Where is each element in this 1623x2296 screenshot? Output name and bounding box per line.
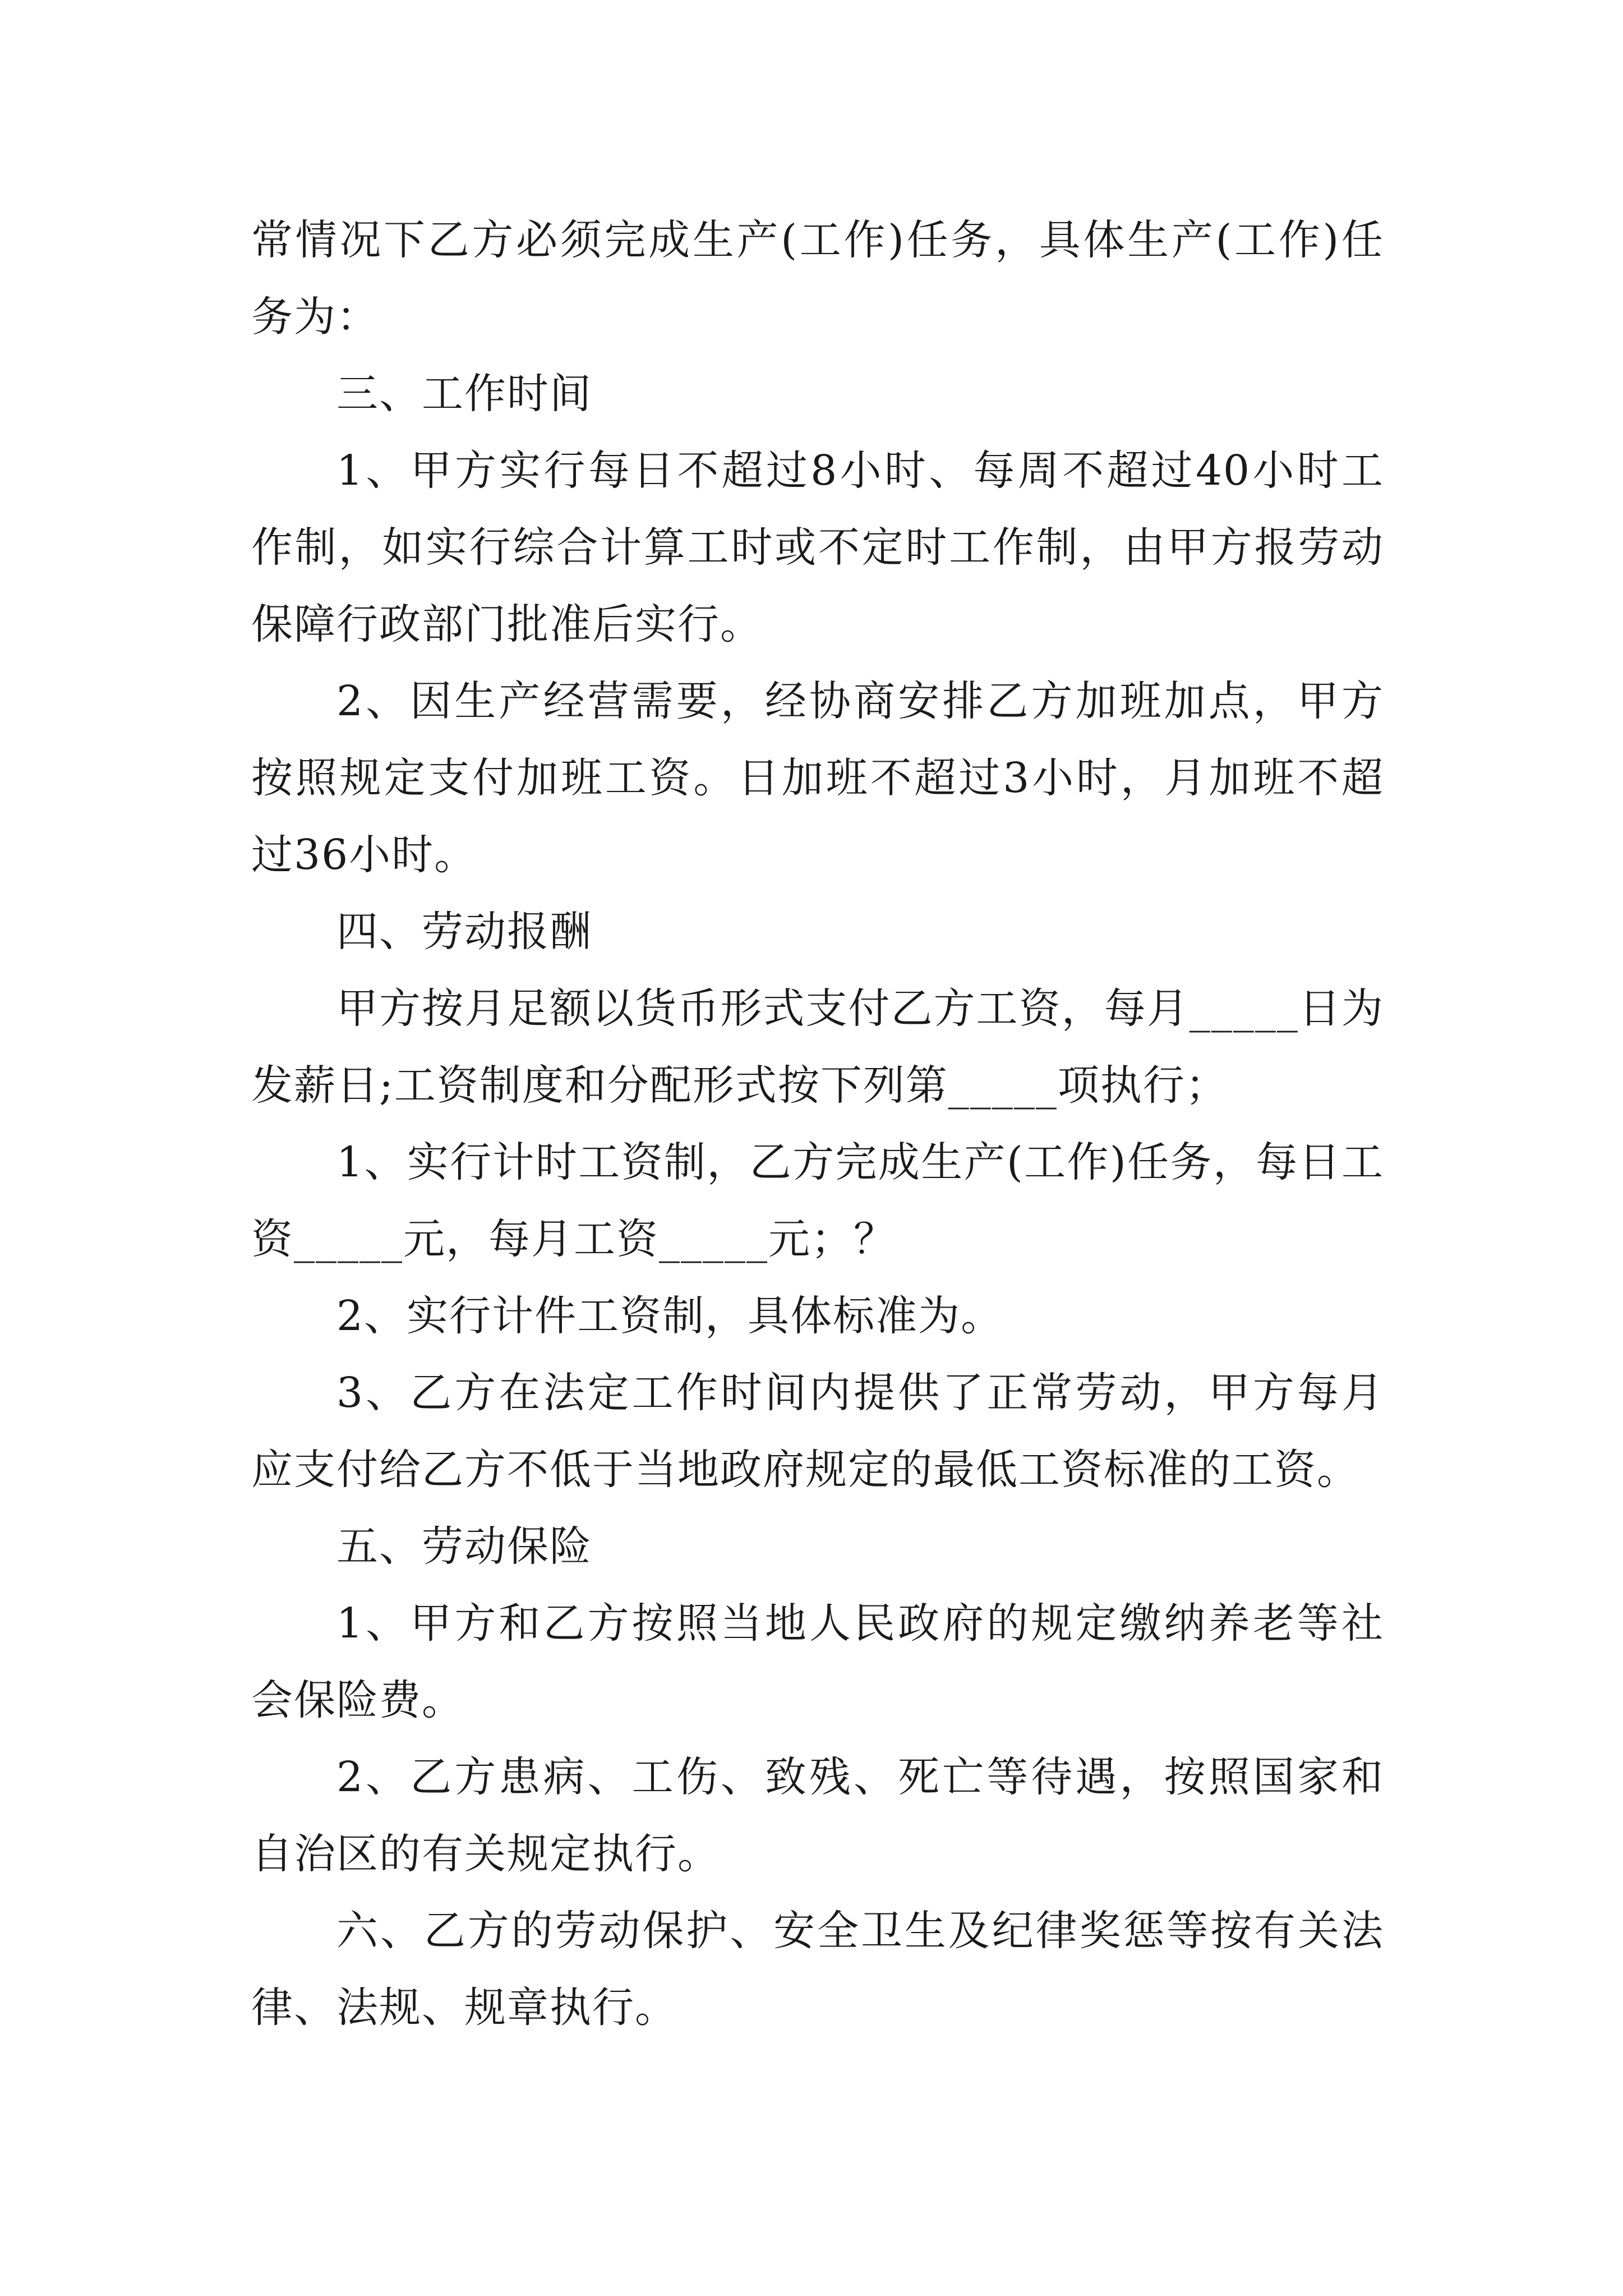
clause-working-hours-2: 2、因生产经营需要，经协商安排乙方加班加点，甲方按照规定支付加班工资。日加班不超过3小时，月加班不超过36小时。 [251,677,1384,879]
clause-remuneration-2: 2、实行计件工资制，具体标准为。 [336,1292,1004,1340]
section-heading-insurance: 五、劳动保险 [336,1522,592,1571]
clause-working-hours-1: 1、甲方实行每日不超过8小时、每周不超过40小时工作制，如实行综合计算工时或不定时工作制，由甲方报劳动保障行政部门批准后实行。 [251,447,1384,648]
section-heading-working-hours: 三、工作时间 [336,370,592,418]
document-body [251,202,1384,2046]
clause-insurance-2: 2、乙方患病、工伤、致残、死亡等待遇，按照国家和自治区的有关规定执行。 [251,1753,1384,1878]
clause-insurance-1: 1、甲方和乙方按照当地人民政府的规定缴纳养老等社会保险费。 [251,1599,1384,1724]
clause-remuneration-1: 1、实行计时工资制，乙方完成生产(工作)任务，每日工资_____元，每月工资_____元；？ [251,1138,1384,1263]
section-heading-remuneration: 四、劳动报酬 [336,908,592,956]
clause-remuneration-intro: 甲方按月足额以货币形式支付乙方工资，每月_____日为发薪日;工资制度和分配形式按下列第_____项执行； [251,984,1384,1110]
clause-remuneration-3: 3、乙方在法定工作时间内提供了正常劳动，甲方每月应支付给乙方不低于当地政府规定的最低工资标准的工资。 [251,1369,1384,1494]
clause-protection: 六、乙方的劳动保护、安全卫生及纪律奖惩等按有关法律、法规、规章执行。 [251,1907,1384,2032]
paragraph-continuation: 常情况下乙方必须完成生产(工作)任务，具体生产(工作)任务为： [251,216,1384,341]
